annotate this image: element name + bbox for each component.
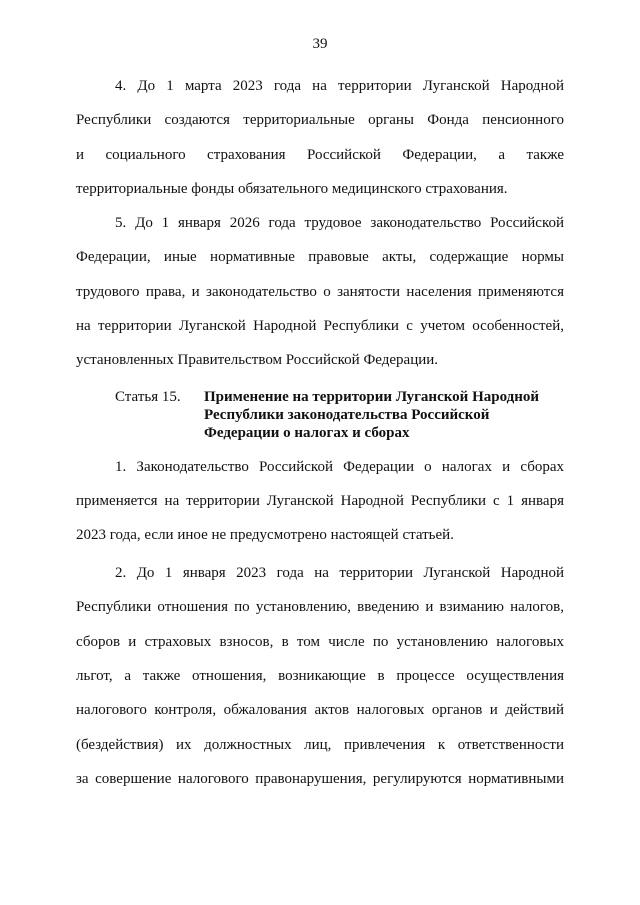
text-line: Республики создаются территориальные органы Фонда пенсионного	[76, 112, 564, 128]
text-line: и социального страхования Российской Федерации, а также	[76, 147, 564, 163]
text-line: 1. Законодательство Российской Федерации о налогах и сборах	[115, 459, 564, 475]
text-line: установленных Правительством Российской Федерации.	[76, 352, 439, 368]
text-line: 2. До 1 января 2023 года на территории Луганской Народной	[115, 565, 564, 581]
text-line: налогового контроля, обжалования актов налоговых органов и действий	[76, 702, 564, 718]
text-line: территориальные фонды обязательного медицинского страхования.	[76, 181, 508, 197]
article-title-line: Федерации о налогах и сборах	[204, 425, 410, 441]
text-line: применяется на территории Луганской Народной Республики с 1 января	[76, 493, 564, 509]
article-title	[204, 388, 564, 442]
text-line: Федерации, иные нормативные правовые акты, содержащие нормы	[76, 249, 564, 265]
page-number: 39	[312, 36, 328, 52]
article-title-line: Применение на территории Луганской Народной	[204, 389, 540, 405]
text-line: на территории Луганской Народной Республики с учетом особенностей,	[76, 318, 564, 334]
text-line: 4. До 1 марта 2023 года на территории Луганской Народной	[115, 78, 564, 94]
article-label: Статья 15.	[115, 389, 181, 405]
text-line: 2023 года, если иное не предусмотрено настоящей статьей.	[76, 527, 454, 543]
text-line: 5. До 1 января 2026 года трудовое законодательство Российской	[115, 215, 564, 231]
text-line: за совершение налогового правонарушения, регулируются нормативными	[76, 771, 564, 787]
article-title-line: Республики законодательства Российской	[204, 407, 490, 423]
text-line: льгот, а также отношения, возникающие в процессе осуществления	[76, 668, 564, 684]
text-line: Республики отношения по установлению, введению и взиманию налогов,	[76, 599, 564, 615]
text-line: трудового права, и законодательство о занятости населения применяются	[76, 284, 564, 300]
text-line: сборов и страховых взносов, в том числе по установлению налоговых	[76, 634, 564, 650]
text-line: (бездействия) их должностных лиц, привлечения к ответственности	[76, 737, 564, 753]
